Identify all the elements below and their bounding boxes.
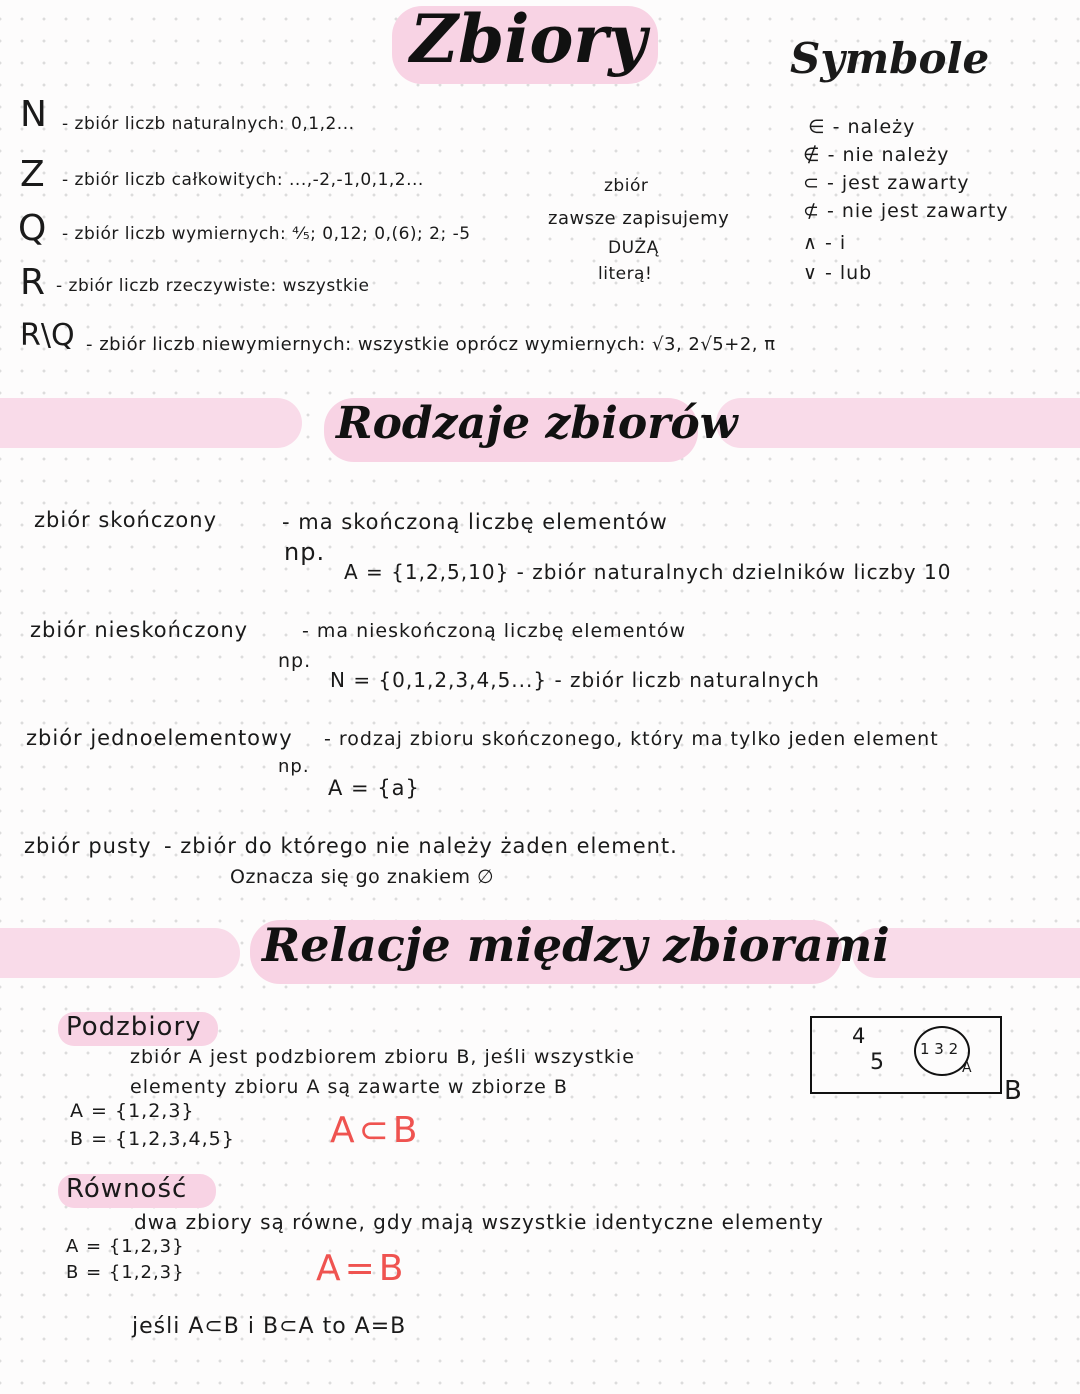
term-single: zbiór jednoelementowy — [26, 726, 293, 750]
empty-line2: Oznacza się go znakiem ∅ — [230, 866, 495, 888]
set-letter-rq: R\Q — [20, 318, 75, 353]
venn-inner-elements: 1 3 2 — [920, 1040, 959, 1058]
def-finite: - ma skończoną liczbę elementów — [282, 510, 668, 534]
subset-relation: A⊂B — [330, 1110, 422, 1151]
equality-relation: A=B — [316, 1248, 408, 1289]
example-single: A = {a} — [328, 776, 420, 800]
term-empty: zbiór pusty — [24, 834, 152, 858]
venn-outer-element: 5 — [870, 1050, 885, 1075]
subset-a: A = {1,2,3} — [70, 1100, 195, 1122]
equality-b: B = {1,2,3} — [66, 1262, 185, 1283]
set-desc-z: - zbiór liczb całkowitych: ...,-2,-1,0,1,2... — [62, 170, 424, 190]
note-line: literą! — [598, 264, 653, 284]
symbol-item: ∈ - należy — [808, 116, 916, 138]
set-desc-rq: - zbiór liczb niewymiernych: wszystkie oprócz wymiernych: √3, 2√5+2, π — [86, 334, 776, 355]
subset-b: B = {1,2,3,4,5} — [70, 1128, 235, 1150]
symbols-title: Symbole — [790, 34, 990, 83]
note-line: DUŻĄ — [608, 238, 659, 258]
set-desc-n: - zbiór liczb naturalnych: 0,1,2... — [62, 114, 355, 134]
set-letter-z: Z — [20, 154, 45, 195]
def-infinite: - ma nieskończoną liczbę elementów — [302, 620, 687, 642]
equality-title: Równość — [66, 1174, 188, 1204]
np-label: np. — [284, 538, 326, 566]
venn-outer-label: B — [1004, 1076, 1023, 1106]
note-line: zawsze zapisujemy — [548, 208, 730, 229]
venn-inner-label: A — [962, 1060, 972, 1076]
subset-line1: zbiór A jest podzbiorem zbioru B, jeśli wszystkie — [130, 1046, 635, 1068]
section-band-left — [0, 398, 302, 448]
subset-line2: elementy zbioru A są zawarte w zbiorze B — [130, 1076, 568, 1098]
np-label: np. — [278, 756, 310, 777]
symbol-item: ∨ - lub — [803, 262, 873, 284]
set-letter-q: Q — [18, 208, 47, 249]
symbol-item: ∉ - nie należy — [803, 144, 950, 166]
subset-title: Podzbiory — [66, 1012, 202, 1042]
venn-outer-element: 4 — [852, 1024, 867, 1048]
def-empty: - zbiór do którego nie należy żaden element. — [164, 834, 678, 858]
equality-conclusion: jeśli A⊂B i B⊂A to A=B — [132, 1314, 407, 1339]
set-desc-q: - zbiór liczb wymiernych: ⁴⁄₅; 0,12; 0,(6); 2; -5 — [62, 224, 471, 244]
set-letter-n: N — [20, 94, 47, 135]
section-heading-types: Rodzaje zbiorów — [336, 398, 738, 449]
term-infinite: zbiór nieskończony — [30, 618, 249, 642]
note-line: zbiór — [604, 176, 649, 196]
set-desc-r: - zbiór liczb rzeczywiste: wszystkie — [56, 276, 370, 296]
example-finite: A = {1,2,5,10} - zbiór naturalnych dzielników liczby 10 — [344, 560, 952, 584]
section-band-right — [716, 398, 1080, 448]
venn-outer-set — [810, 1016, 1002, 1094]
set-letter-r: R — [20, 262, 46, 303]
def-single: - rodzaj zbioru skończonego, który ma tylko jeden element — [324, 728, 939, 750]
equality-a: A = {1,2,3} — [66, 1236, 185, 1257]
equality-line1: dwa zbiory są równe, gdy mają wszystkie identyczne elementy — [134, 1210, 824, 1234]
symbol-item: ⊂ - jest zawarty — [803, 172, 970, 194]
np-label: np. — [278, 650, 312, 672]
symbol-item: ⊄ - nie jest zawarty — [803, 200, 1009, 222]
page-title: Zbiory — [410, 0, 647, 78]
example-infinite: N = {0,1,2,3,4,5...} - zbiór liczb naturalnych — [330, 668, 820, 692]
symbol-item: ∧ - i — [803, 232, 847, 254]
term-finite: zbiór skończony — [34, 508, 218, 532]
section-heading-relations: Relacje między zbiorami — [262, 918, 890, 972]
section-band-left — [0, 928, 240, 978]
